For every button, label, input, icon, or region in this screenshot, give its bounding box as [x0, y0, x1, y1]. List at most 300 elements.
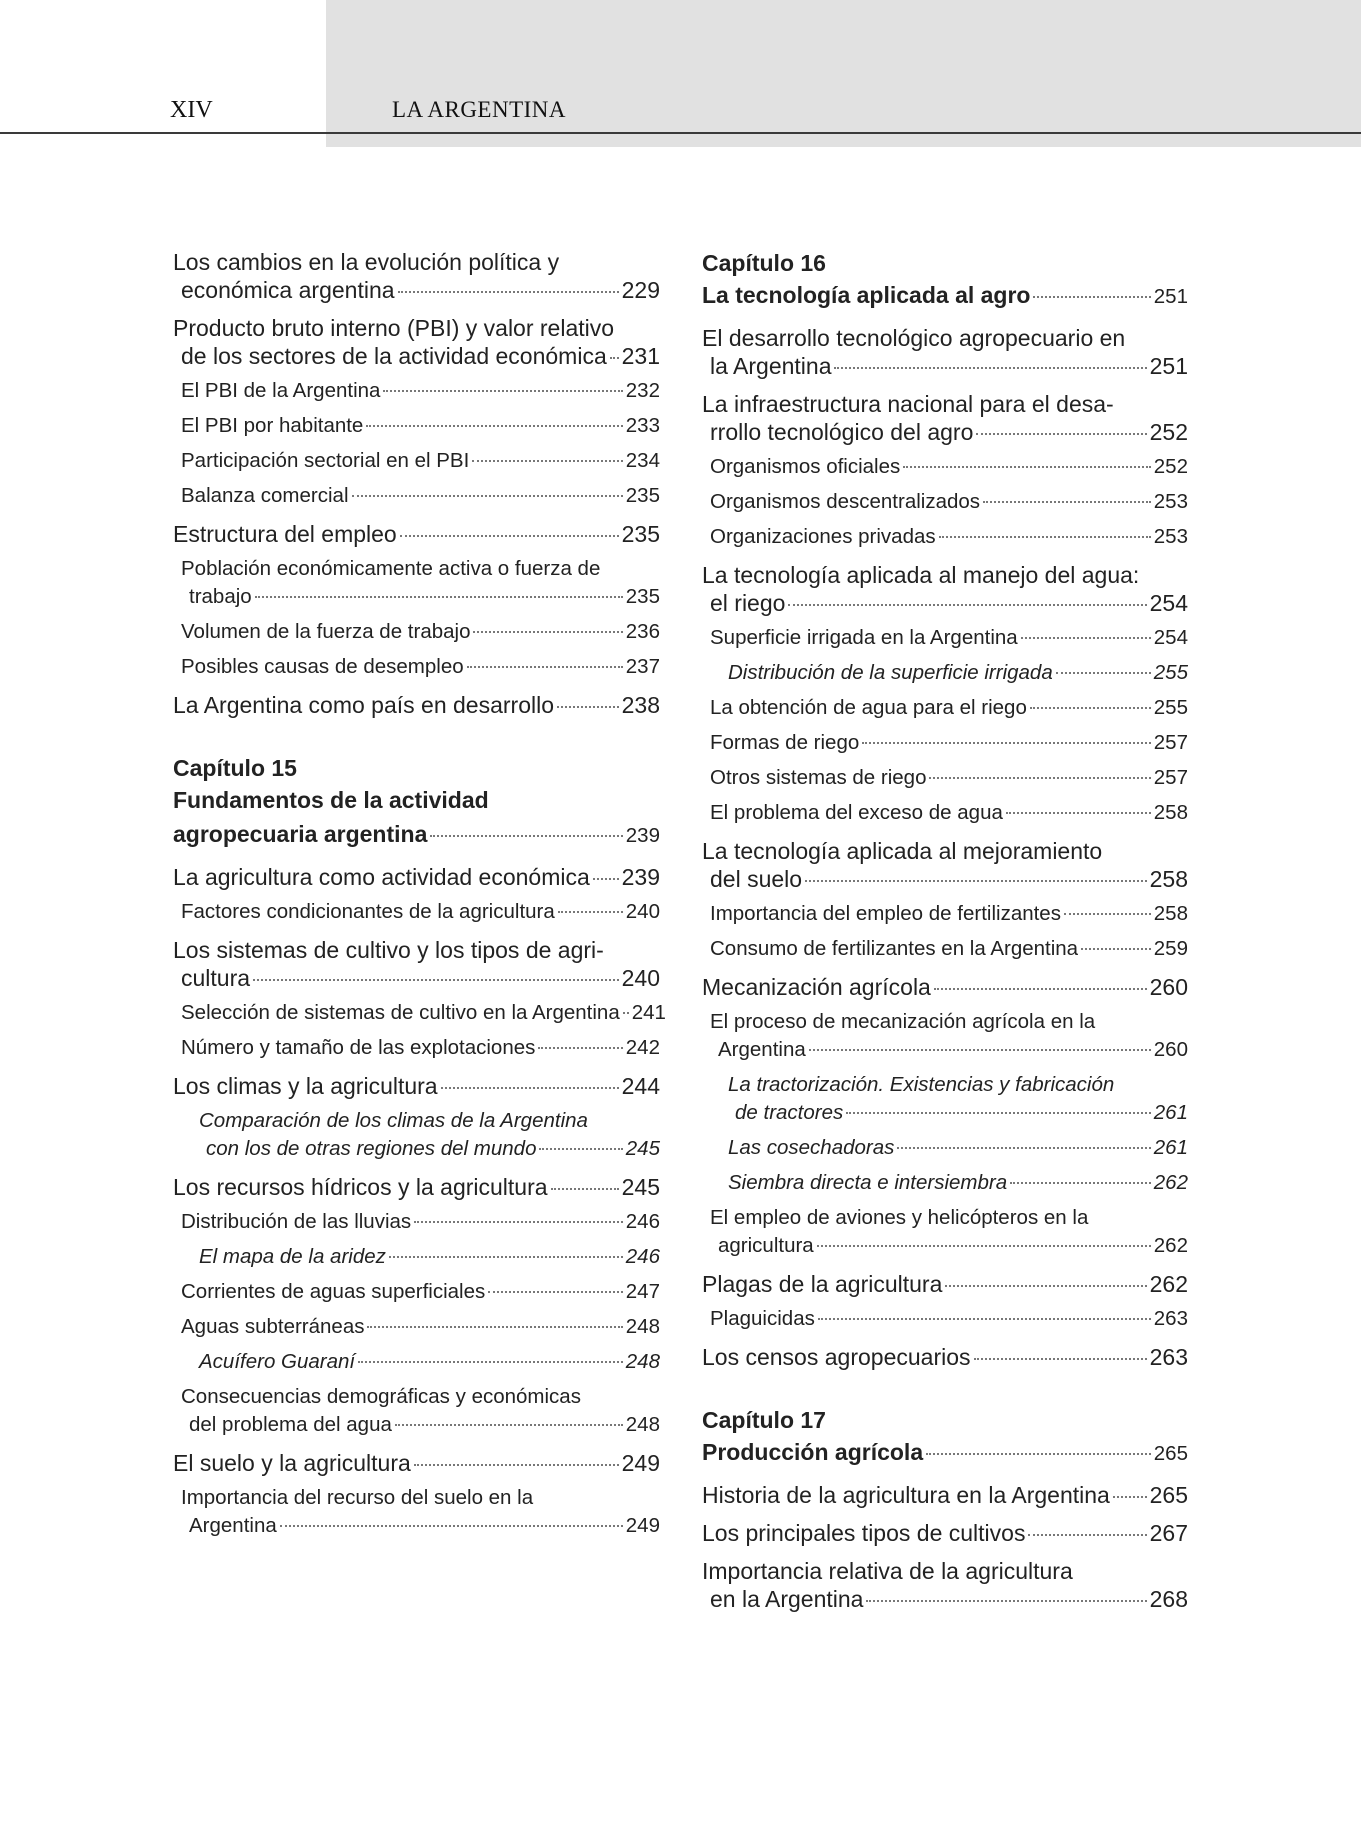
- toc-entry-text: rrollo tecnológico del agro: [710, 419, 974, 445]
- toc-entry-last-line: [710, 694, 1188, 722]
- toc-entry-text: Balanza comercial: [181, 484, 349, 507]
- toc-entry-last-line: [728, 1169, 1188, 1197]
- toc-entry-level-1: [702, 1270, 1188, 1298]
- dot-leader: [253, 979, 619, 981]
- page-number: 259: [1153, 937, 1188, 960]
- chapter-title: [702, 278, 1188, 314]
- toc-entry-level-1: [702, 1557, 1188, 1613]
- page-number: 263: [1149, 1344, 1188, 1370]
- page-number: 229: [621, 277, 660, 303]
- chapter-number: Capítulo 16: [702, 250, 826, 276]
- toc-entry-last-line: [710, 453, 1188, 481]
- toc-entry-level-1: [702, 1343, 1188, 1371]
- toc-entry-level-2: [173, 1034, 660, 1062]
- dot-leader: [818, 1318, 1151, 1320]
- toc-entry-text: Superficie irrigada en la Argentina: [710, 626, 1018, 649]
- dot-leader: [367, 1326, 622, 1328]
- toc-entry-text: Historia de la agricultura en la Argentina: [702, 1482, 1110, 1508]
- toc-entry-last-line: [173, 863, 660, 891]
- toc-entry-text: de los sectores de la actividad económica: [181, 343, 607, 369]
- toc-entry-text: Los principales tipos de cultivos: [702, 1520, 1026, 1546]
- toc-entry-line: El proceso de mecanización agrícola en la: [710, 1010, 1096, 1033]
- page-number: 251: [1153, 285, 1188, 308]
- page-number: 248: [625, 1350, 660, 1373]
- toc-entry-last-line: [710, 1232, 1188, 1260]
- page-number: 262: [1153, 1171, 1188, 1194]
- toc-entry-last-line: [173, 276, 660, 304]
- toc-entry-last-line: [710, 488, 1188, 516]
- dot-leader: [945, 1285, 1146, 1287]
- toc-entry-level-2: [702, 523, 1188, 551]
- page-number: 241: [631, 1001, 666, 1024]
- toc-entry-last-line: [702, 973, 1188, 1001]
- page-number: 249: [625, 1514, 660, 1537]
- toc-entry-level-3: [173, 1348, 660, 1376]
- toc-entry-line: El empleo de aviones y helicópteros en la: [710, 1206, 1089, 1229]
- dot-leader: [473, 631, 622, 633]
- toc-entry-last-line: [710, 729, 1188, 757]
- toc-entry-text: Los censos agropecuarios: [702, 1344, 971, 1370]
- chapter-title-line: Fundamentos de la actividad: [173, 787, 489, 813]
- page-number: 263: [1153, 1307, 1188, 1330]
- dot-leader: [395, 1424, 623, 1426]
- toc-entry-last-line: [181, 377, 660, 405]
- toc-entry-text: Factores condicionantes de la agricultura: [181, 900, 555, 923]
- dot-leader: [352, 495, 623, 497]
- toc-entry-text: Los climas y la agricultura: [173, 1073, 438, 1099]
- dot-leader: [441, 1087, 619, 1089]
- toc-entry-line: El desarrollo tecnológico agropecuario en: [702, 325, 1126, 351]
- toc-entry-level-2: [702, 1204, 1188, 1260]
- dot-leader: [846, 1112, 1151, 1114]
- toc-entry-last-line: [710, 523, 1188, 551]
- page-number: 262: [1149, 1271, 1188, 1297]
- toc-entry-level-3: [173, 1243, 660, 1271]
- page-number: 257: [1153, 731, 1188, 754]
- page-number: 262: [1153, 1234, 1188, 1257]
- toc-entry-level-1: [173, 520, 660, 548]
- dot-leader: [805, 880, 1147, 882]
- page-number: 255: [1153, 696, 1188, 719]
- chapter-title: [173, 783, 660, 853]
- toc-entry-level-2: [173, 999, 666, 1027]
- toc-entry-level-2: [173, 447, 660, 475]
- toc-entry-text: Acuífero Guaraní: [199, 1350, 356, 1373]
- page-folio: XIV: [170, 97, 213, 123]
- chapter-title-text: Producción agrícola: [702, 1439, 924, 1465]
- toc-entry-level-1: [702, 561, 1188, 617]
- toc-entry-level-2: [702, 488, 1188, 516]
- toc-entry-level-2: [173, 377, 660, 405]
- toc-entry-text: de tractores: [735, 1101, 844, 1124]
- toc-entry-text: Selección de sistemas de cultivo en la Argentina: [181, 1001, 620, 1024]
- dot-leader: [1033, 296, 1150, 298]
- chapter-number: Capítulo 15: [173, 755, 297, 781]
- dot-leader: [1030, 707, 1151, 709]
- toc-entry-level-2: [173, 1484, 660, 1540]
- toc-entry-last-line: [702, 1585, 1188, 1613]
- toc-entry-last-line: [702, 589, 1188, 617]
- dot-leader: [538, 1047, 622, 1049]
- dot-leader: [400, 535, 619, 537]
- toc-entry-last-line: [173, 1072, 660, 1100]
- page-number: 232: [625, 379, 660, 402]
- toc-entry-text: Plaguicidas: [710, 1307, 815, 1330]
- page-number: 235: [621, 521, 660, 547]
- toc-entry-text: El PBI de la Argentina: [181, 379, 381, 402]
- toc-entry-last-line: [181, 1278, 660, 1306]
- toc-entry-last-line: [173, 1449, 660, 1477]
- toc-entry-last-line: [173, 1173, 660, 1201]
- chapter-title-last-line: [173, 817, 660, 853]
- dot-leader: [866, 1600, 1146, 1602]
- toc-entry-level-1: [173, 248, 660, 304]
- page-number: 240: [621, 965, 660, 991]
- chapter-title: [702, 1435, 1188, 1471]
- toc-entry-last-line: [199, 1348, 660, 1376]
- page-number: 261: [1153, 1101, 1188, 1124]
- toc-entry-level-1: [702, 1481, 1188, 1509]
- toc-entry-level-3: [702, 1071, 1188, 1127]
- toc-entry-text: El PBI por habitante: [181, 414, 364, 437]
- toc-entry-level-2: [173, 1278, 660, 1306]
- toc-entry-last-line: [181, 1208, 660, 1236]
- page-number: 253: [1153, 525, 1188, 548]
- header-rule: [0, 132, 1361, 134]
- toc-entry-level-1: [173, 863, 660, 891]
- toc-entry-level-2: [702, 729, 1188, 757]
- toc-entry-level-2: [173, 1208, 660, 1236]
- toc-entry-text: cultura: [181, 965, 251, 991]
- page-number: 233: [625, 414, 660, 437]
- chapter-title-text: La tecnología aplicada al agro: [702, 282, 1031, 308]
- page-number: 246: [625, 1210, 660, 1233]
- toc-entry-level-2: [173, 1313, 660, 1341]
- chapter-title-last-line: [702, 278, 1188, 314]
- toc-entry-last-line: [702, 418, 1188, 446]
- page-number: 237: [625, 655, 660, 678]
- dot-leader: [903, 466, 1151, 468]
- dot-leader: [976, 433, 1146, 435]
- toc-entry-line: La infraestructura nacional para el desa-: [702, 391, 1114, 417]
- toc-entry-last-line: [710, 624, 1188, 652]
- toc-entry-text: la Argentina: [710, 353, 832, 379]
- page-number: 245: [621, 1174, 660, 1200]
- dot-leader: [974, 1358, 1147, 1360]
- page-number: 260: [1149, 974, 1188, 1000]
- dot-leader: [430, 835, 622, 837]
- toc-entry-last-line: [181, 1034, 660, 1062]
- toc-entry-text: Corrientes de aguas superficiales: [181, 1280, 486, 1303]
- page-number: 247: [625, 1280, 660, 1303]
- toc-entry-level-2: [702, 453, 1188, 481]
- page-number: 249: [621, 1450, 660, 1476]
- toc-entry-line: Población económicamente activa o fuerza de: [181, 557, 601, 580]
- toc-entry-last-line: [181, 898, 660, 926]
- toc-entry-level-1: [173, 691, 660, 719]
- page-number: 248: [625, 1315, 660, 1338]
- page-number: 236: [625, 620, 660, 643]
- toc-entry-last-line: [702, 1519, 1188, 1547]
- toc-right-column: [702, 248, 1188, 1613]
- toc-entry-level-2: [173, 482, 660, 510]
- page-number: 246: [625, 1245, 660, 1268]
- page-number: 245: [625, 1137, 660, 1160]
- dot-leader: [983, 501, 1151, 503]
- toc-entry-text: Participación sectorial en el PBI: [181, 449, 470, 472]
- dot-leader: [398, 291, 619, 293]
- toc-entry-text: Argentina: [189, 1514, 277, 1537]
- toc-entry-level-2: [173, 653, 660, 681]
- toc-entry-line: La tractorización. Existencias y fabricación: [728, 1073, 1115, 1096]
- toc-entry-line: Importancia relativa de la agricultura: [702, 1558, 1073, 1584]
- toc-entry-level-3: [702, 1134, 1188, 1162]
- page-number: 235: [625, 585, 660, 608]
- toc-entry-last-line: [181, 447, 660, 475]
- dot-leader: [1113, 1496, 1147, 1498]
- page-number: 238: [621, 692, 660, 718]
- toc-entry-text: Formas de riego: [710, 731, 860, 754]
- toc-entry-last-line: [181, 1313, 660, 1341]
- toc-entry-last-line: [710, 764, 1188, 792]
- toc-entry-level-1: [702, 390, 1188, 446]
- toc-entry-text: Plagas de la agricultura: [702, 1271, 943, 1297]
- toc-entry-line: Consecuencias demográficas y económicas: [181, 1385, 581, 1408]
- dot-leader: [551, 1188, 619, 1190]
- toc-entry-last-line: [702, 865, 1188, 893]
- toc-entry-line: Importancia del recurso del suelo en la: [181, 1486, 534, 1509]
- page-number: 258: [1153, 902, 1188, 925]
- dot-leader: [593, 878, 619, 880]
- page-number: 248: [625, 1413, 660, 1436]
- toc-entry-last-line: [728, 1134, 1188, 1162]
- toc-entry-level-3: [173, 1107, 660, 1163]
- toc-entry-line: Comparación de los climas de la Argentina: [199, 1109, 588, 1132]
- toc-entry-text: trabajo: [189, 585, 252, 608]
- toc-entry-text: La agricultura como actividad económica: [173, 864, 590, 890]
- page-number: 255: [1153, 661, 1188, 684]
- toc-entry-level-2: [702, 694, 1188, 722]
- toc-entry-text: económica argentina: [181, 277, 395, 303]
- toc-entry-last-line: [199, 1243, 660, 1271]
- page-number: 265: [1149, 1482, 1188, 1508]
- dot-leader: [788, 604, 1146, 606]
- toc-entry-last-line: [181, 1411, 660, 1439]
- toc-entry-level-2: [702, 1008, 1188, 1064]
- toc-entry-text: Distribución de la superficie irrigada: [728, 661, 1053, 684]
- toc-entry-level-2: [702, 799, 1188, 827]
- page-number: 258: [1153, 801, 1188, 824]
- toc-entry-text: Otros sistemas de riego: [710, 766, 927, 789]
- page-number: 265: [1153, 1442, 1188, 1465]
- toc-entry-last-line: [710, 1305, 1188, 1333]
- toc-entry-level-2: [702, 624, 1188, 652]
- page-number: 239: [625, 824, 660, 847]
- toc-entry-text: La obtención de agua para el riego: [710, 696, 1027, 719]
- page-number: 261: [1153, 1136, 1188, 1159]
- toc-entry-last-line: [173, 342, 660, 370]
- dot-leader: [1081, 948, 1151, 950]
- toc-entry-text: el riego: [710, 590, 786, 616]
- dot-leader: [897, 1147, 1150, 1149]
- toc-entry-text: Organizaciones privadas: [710, 525, 936, 548]
- toc-entry-last-line: [181, 653, 660, 681]
- dot-leader: [817, 1245, 1151, 1247]
- dot-leader: [939, 536, 1151, 538]
- toc-entry-last-line: [199, 1135, 660, 1163]
- dot-leader: [488, 1291, 623, 1293]
- toc-entry-last-line: [702, 1270, 1188, 1298]
- dot-leader: [834, 367, 1146, 369]
- toc-entry-line: La tecnología aplicada al mejoramiento: [702, 838, 1103, 864]
- toc-entry-last-line: [710, 900, 1188, 928]
- dot-leader: [926, 1453, 1151, 1455]
- toc-entry-level-3: [702, 1169, 1188, 1197]
- toc-entry-text: El suelo y la agricultura: [173, 1450, 411, 1476]
- toc-entry-text: Argentina: [718, 1038, 806, 1061]
- dot-leader: [862, 742, 1151, 744]
- dot-leader: [1064, 913, 1151, 915]
- dot-leader: [557, 706, 619, 708]
- dot-leader: [558, 911, 623, 913]
- dot-leader: [389, 1256, 623, 1258]
- toc-entry-last-line: [173, 520, 660, 548]
- toc-entry-level-2: [173, 555, 660, 611]
- toc-entry-text: La Argentina como país en desarrollo: [173, 692, 555, 718]
- toc-entry-level-1: [173, 1449, 660, 1477]
- toc-entry-level-1: [702, 1519, 1188, 1547]
- page-number: 242: [625, 1036, 660, 1059]
- toc-entry-text: Posibles causas de desempleo: [181, 655, 464, 678]
- toc-entry-level-1: [173, 1173, 660, 1201]
- toc-entry-last-line: [181, 999, 666, 1027]
- dot-leader: [414, 1221, 623, 1223]
- toc-entry-text: Estructura del empleo: [173, 521, 397, 547]
- toc-entry-last-line: [181, 482, 660, 510]
- toc-entry-last-line: [181, 412, 660, 440]
- header-band: [326, 0, 1361, 147]
- toc-entry-level-1: [173, 314, 660, 370]
- toc-entry-level-2: [173, 412, 660, 440]
- page-number: 244: [621, 1073, 660, 1099]
- toc-entry-last-line: [710, 1036, 1188, 1064]
- dot-leader: [383, 390, 622, 392]
- dot-leader: [1056, 672, 1151, 674]
- chapter-title-last-line: [702, 1435, 1188, 1471]
- toc-entry-text: del problema del agua: [189, 1413, 392, 1436]
- toc-entry-line: Producto bruto interno (PBI) y valor relativo: [173, 315, 615, 341]
- toc-entry-text: Número y tamaño de las explotaciones: [181, 1036, 536, 1059]
- toc-entry-last-line: [710, 799, 1188, 827]
- page-number: 252: [1153, 455, 1188, 478]
- dot-leader: [809, 1049, 1151, 1051]
- dot-leader: [472, 460, 623, 462]
- toc-entry-text: Consumo de fertilizantes en la Argentina: [710, 937, 1079, 960]
- toc-entry-last-line: [702, 1343, 1188, 1371]
- toc-entry-line: Los sistemas de cultivo y los tipos de agri-: [173, 937, 604, 963]
- page-number: 251: [1149, 353, 1188, 379]
- page-number: 253: [1153, 490, 1188, 513]
- page-number: 258: [1149, 866, 1188, 892]
- toc-entry-level-2: [702, 935, 1188, 963]
- toc-entry-last-line: [181, 583, 660, 611]
- toc-entry-last-line: [728, 1099, 1188, 1127]
- toc-entry-last-line: [728, 659, 1188, 687]
- dot-leader: [255, 596, 623, 598]
- running-title: LA ARGENTINA: [392, 97, 567, 122]
- toc-entry-text: Distribución de las lluvias: [181, 1210, 412, 1233]
- toc-entry-text: El mapa de la aridez: [199, 1245, 386, 1268]
- toc-entry-text: El problema del exceso de agua: [710, 801, 1003, 824]
- toc-entry-level-2: [702, 900, 1188, 928]
- page-number: 254: [1153, 626, 1188, 649]
- page-number: 234: [625, 449, 660, 472]
- dot-leader: [623, 1012, 629, 1014]
- dot-leader: [539, 1148, 622, 1150]
- toc-entry-last-line: [702, 352, 1188, 380]
- toc-entry-last-line: [173, 964, 660, 992]
- chapter-title-text: agropecuaria argentina: [173, 821, 428, 847]
- page-number: 268: [1149, 1586, 1188, 1612]
- page-number: 239: [621, 864, 660, 890]
- toc-entry-level-1: [173, 1072, 660, 1100]
- dot-leader: [414, 1464, 619, 1466]
- dot-leader: [610, 357, 619, 359]
- toc-entry-level-1: [702, 324, 1188, 380]
- toc-entry-text: agricultura: [718, 1234, 814, 1257]
- toc-entry-level-2: [702, 764, 1188, 792]
- toc-entry-text: Organismos descentralizados: [710, 490, 981, 513]
- toc-entry-last-line: [702, 1481, 1188, 1509]
- toc-entry-text: Organismos oficiales: [710, 455, 901, 478]
- toc-entry-last-line: [173, 691, 660, 719]
- dot-leader: [1006, 812, 1151, 814]
- dot-leader: [929, 777, 1150, 779]
- dot-leader: [1028, 1534, 1146, 1536]
- toc-entry-text: en la Argentina: [710, 1586, 864, 1612]
- toc-entry-level-3: [702, 659, 1188, 687]
- dot-leader: [1010, 1182, 1151, 1184]
- toc-entry-level-1: [702, 973, 1188, 1001]
- page-number: 240: [625, 900, 660, 923]
- dot-leader: [280, 1525, 623, 1527]
- dot-leader: [934, 988, 1147, 990]
- toc-entry-last-line: [181, 618, 660, 646]
- toc-entry-line: La tecnología aplicada al manejo del agua:: [702, 562, 1140, 588]
- page-number: 231: [621, 343, 660, 369]
- toc-entry-last-line: [710, 935, 1188, 963]
- page-number: 257: [1153, 766, 1188, 789]
- toc-entry-level-2: [702, 1305, 1188, 1333]
- toc-entry-text: Las cosechadoras: [728, 1136, 895, 1159]
- toc-entry-level-2: [173, 898, 660, 926]
- dot-leader: [467, 666, 623, 668]
- toc-entry-level-1: [173, 936, 660, 992]
- dot-leader: [358, 1361, 623, 1363]
- page-number: 235: [625, 484, 660, 507]
- toc-entry-last-line: [181, 1512, 660, 1540]
- toc-entry-text: Mecanización agrícola: [702, 974, 931, 1000]
- toc-entry-text: con los de otras regiones del mundo: [206, 1137, 537, 1160]
- dot-leader: [1021, 637, 1151, 639]
- page-number: 254: [1149, 590, 1188, 616]
- toc-entry-text: Volumen de la fuerza de trabajo: [181, 620, 471, 643]
- toc-entry-text: Importancia del empleo de fertilizantes: [710, 902, 1061, 925]
- toc-entry-text: Los recursos hídricos y la agricultura: [173, 1174, 548, 1200]
- chapter-number: Capítulo 17: [702, 1407, 826, 1433]
- toc-entry-level-2: [173, 1383, 660, 1439]
- toc-entry-level-1: [702, 837, 1188, 893]
